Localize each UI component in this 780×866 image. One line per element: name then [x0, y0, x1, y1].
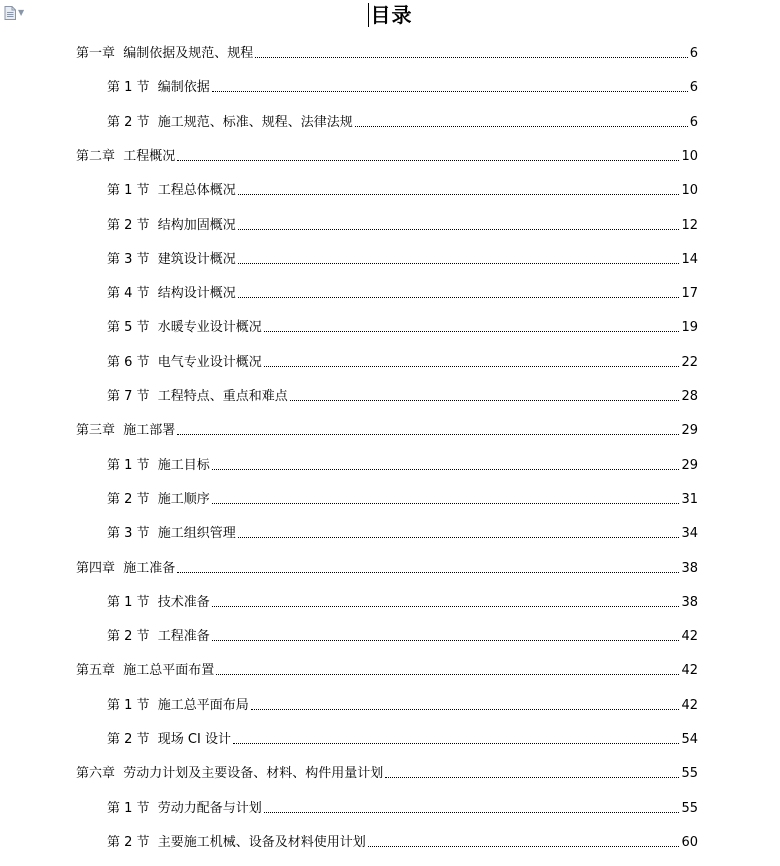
toc-page-number: 29	[681, 423, 698, 438]
toc-page-number: 10	[681, 149, 698, 164]
toc-entry-text: 第五章 施工总平面布置	[76, 663, 215, 678]
toc-dot-leader	[233, 742, 679, 744]
toc-chapter-entry[interactable]	[76, 42, 698, 62]
toc-page-number: 14	[681, 252, 698, 267]
toc-dot-leader	[177, 433, 679, 435]
toc-dot-leader	[255, 56, 687, 58]
toc-dot-leader	[212, 502, 680, 504]
toc-dot-leader	[238, 536, 680, 538]
toc-entry-text: 第 2 节 现场 CI 设计	[107, 732, 231, 747]
toc-entry-text: 第 1 节 技术准备	[107, 595, 210, 610]
toc-dot-leader	[177, 571, 679, 573]
toc-section-entry[interactable]	[107, 591, 698, 611]
toc-entry-text: 第 1 节 工程总体概况	[107, 183, 236, 198]
toc-entry-text: 第 5 节 水暖专业设计概况	[107, 320, 262, 335]
chevron-down-icon: ▼	[18, 8, 25, 17]
toc-page-number: 12	[681, 218, 698, 233]
toc-entry-text: 第 2 节 主要施工机械、设备及材料使用计划	[107, 835, 366, 850]
toc-section-entry[interactable]	[107, 694, 698, 714]
toc-chapter-entry[interactable]	[76, 419, 698, 439]
toc-section-entry[interactable]	[107, 111, 698, 131]
toc-page-number: 55	[681, 766, 698, 781]
toc-section-entry[interactable]	[107, 728, 698, 748]
toc-dot-leader	[212, 468, 680, 470]
toc-entry-text: 第 4 节 结构设计概况	[107, 286, 236, 301]
toc-page-number: 42	[681, 663, 698, 678]
toc-dot-leader	[290, 399, 680, 401]
toc-entry-text: 第四章 施工准备	[76, 561, 176, 576]
toc-section-entry[interactable]	[107, 797, 698, 817]
toc-section-entry[interactable]	[107, 522, 698, 542]
page-title: 目录	[370, 3, 413, 27]
toc-dot-leader	[368, 845, 680, 847]
toc-page-number: 42	[681, 629, 698, 644]
toc-section-entry[interactable]	[107, 625, 698, 645]
toc-dot-leader	[251, 708, 680, 710]
toc-entry-text: 第 6 节 电气专业设计概况	[107, 355, 262, 370]
toc-entry-text: 第三章 施工部署	[76, 423, 176, 438]
title-area	[0, 2, 780, 32]
toc-dot-leader	[385, 776, 679, 778]
toc-entry-text: 第 7 节 工程特点、重点和难点	[107, 389, 288, 404]
toc-section-entry[interactable]	[107, 248, 698, 268]
toc-page-number: 10	[681, 183, 698, 198]
toc-page-number: 6	[689, 80, 698, 95]
toc-page-number: 54	[681, 732, 698, 747]
toc-page-number: 38	[681, 595, 698, 610]
toc-page-number: 34	[681, 526, 698, 541]
toc-page-number: 38	[681, 561, 698, 576]
toc-section-entry[interactable]	[107, 316, 698, 336]
toc-entry-text: 第六章 劳动力计划及主要设备、材料、构件用量计划	[76, 766, 384, 781]
toc-chapter-entry[interactable]	[76, 762, 698, 782]
toc-dot-leader	[264, 330, 680, 332]
text-cursor	[368, 3, 369, 27]
toc-chapter-entry[interactable]	[76, 145, 698, 165]
toc-page-number: 22	[681, 355, 698, 370]
toc-page-number: 6	[689, 46, 698, 61]
toc-dot-leader	[238, 296, 680, 298]
toc-entry-text: 第二章 工程概况	[76, 149, 176, 164]
toc-entry-text: 第 2 节 施工规范、标准、规程、法律法规	[107, 115, 353, 130]
toc-entry-text: 第 1 节 编制依据	[107, 80, 210, 95]
toc-dot-leader	[212, 639, 680, 641]
toc-dot-leader	[355, 125, 688, 127]
toc-dot-leader	[264, 365, 680, 367]
toc-dot-leader	[212, 90, 688, 92]
toc-dot-leader	[177, 159, 679, 161]
toc-dot-leader	[264, 811, 680, 813]
toc-page-number: 31	[681, 492, 698, 507]
toc-entry-text: 第 2 节 施工顺序	[107, 492, 210, 507]
toc-section-entry[interactable]	[107, 214, 698, 234]
toc-section-entry[interactable]	[107, 282, 698, 302]
toc-entry-text: 第 2 节 结构加固概况	[107, 218, 236, 233]
toc-section-entry[interactable]	[107, 179, 698, 199]
toc-dot-leader	[216, 673, 679, 675]
toc-page-number: 55	[681, 801, 698, 816]
toc-entry-text: 第 3 节 建筑设计概况	[107, 252, 236, 267]
toc-chapter-entry[interactable]	[76, 557, 698, 577]
toc-dot-leader	[238, 262, 680, 264]
toc-page-number: 28	[681, 389, 698, 404]
toc-section-entry[interactable]	[107, 385, 698, 405]
toc-entry-text: 第 1 节 劳动力配备与计划	[107, 801, 262, 816]
toc-page-number: 29	[681, 458, 698, 473]
toc-entry-text: 第 1 节 施工目标	[107, 458, 210, 473]
toc-section-entry[interactable]	[107, 454, 698, 474]
toc-page-number: 19	[681, 320, 698, 335]
toc-entry-text: 第一章 编制依据及规范、规程	[76, 46, 254, 61]
toc-section-entry[interactable]	[107, 351, 698, 371]
toc-section-entry[interactable]	[107, 76, 698, 96]
toc-entry-text: 第 1 节 施工总平面布局	[107, 698, 249, 713]
toc-entry-text: 第 3 节 施工组织管理	[107, 526, 236, 541]
toc-section-entry[interactable]	[107, 488, 698, 508]
toc-dot-leader	[238, 193, 680, 195]
toc-entry-text: 第 2 节 工程准备	[107, 629, 210, 644]
toc-dot-leader	[212, 605, 680, 607]
toc-page-number: 6	[689, 115, 698, 130]
toc-page-number: 42	[681, 698, 698, 713]
toc-section-entry[interactable]	[107, 831, 698, 851]
toc-page-number: 60	[681, 835, 698, 850]
toc-chapter-entry[interactable]	[76, 659, 698, 679]
toc-page-number: 17	[681, 286, 698, 301]
toc-dot-leader	[238, 228, 680, 230]
